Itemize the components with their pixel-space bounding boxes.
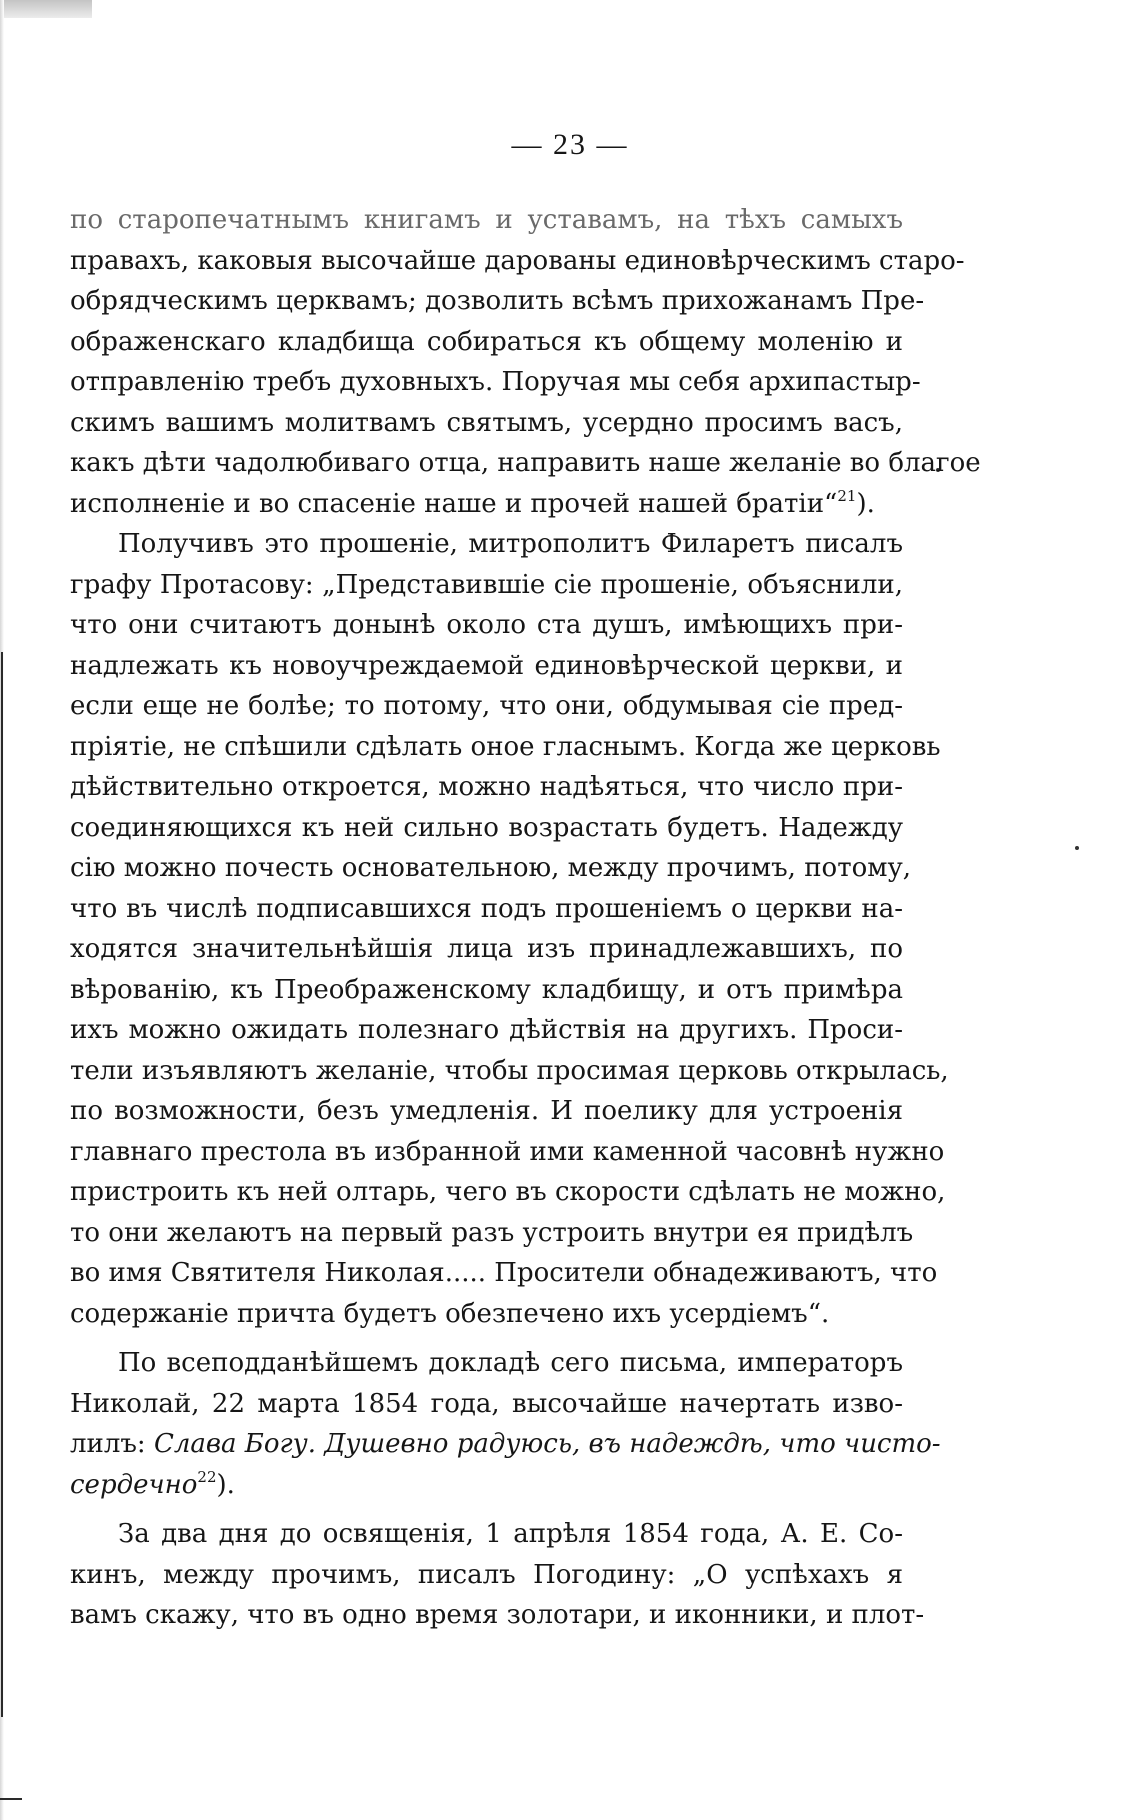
scan-edge-top [0,0,92,18]
text-line: главнаго престола въ избранной ими каменной часовнѣ нужно [70,1136,945,1167]
text-line: во имя Святителя Николая..... Просители обнадеживаютъ, что [70,1258,938,1288]
text-line: графу Протасову: „Представившіе сіе прошеніе, объяснили, [70,569,903,600]
text-line: исполненіе и во спасеніе наше и прочей нашей братіи“$^{21}$). [70,486,875,519]
paragraph-start: За два дня до освященія, 1 апрѣля 1854 года, А. Е. Со- [118,1519,903,1549]
text-line: содержаніе причта будетъ обезпечено ихъ усердіемъ“. [70,1298,830,1329]
text-line: скимъ вашимъ молитвамъ святымъ, усердно просимъ васъ, [70,407,903,438]
text-line: дѣйствительно откроется, можно надѣяться, что число при- [70,772,903,802]
text-line: ображенскаго кладбища собираться къ общему моленію и [70,326,903,357]
text-line: пріятіе, не спѣшили сдѣлать оное гласнымъ. Когда же церковь [70,731,941,762]
text-line: сердечно$^{22}$). [70,1467,235,1500]
text-line: что они считаютъ донынѣ около ста душъ, имѣющихъ при- [70,610,903,640]
text-line: обрядческимъ церквамъ; дозволить всѣмъ прихожанамъ Пре- [70,286,925,316]
text-line: Николай, 22 марта 1854 года, высочайше начертать изво- [70,1388,903,1419]
paragraph-start: По всеподданѣйшемъ докладѣ сего письма, императоръ [118,1348,903,1378]
text-line: по возможности, безъ умедленія. И поелику для устроенія [70,1096,903,1126]
text-line: надлежать къ новоучреждаемой единовѣрческой церкви, и [70,650,903,681]
binding-margin-tick [0,1798,22,1800]
text-line: лилъ: Слава Богу. Душевно радуюсь, въ надеждѣ, что чисто- [70,1429,941,1459]
text-line: тели изъявляютъ желаніе, чтобы просимая церковь открылась, [70,1055,949,1086]
text-line: соединяющихся къ ней сильно возрастать будетъ. Надежду [70,812,903,843]
text-line: ходятся значительнѣйшія лица изъ принадлежавшихъ, по [70,934,903,964]
footnote-ref: 22 [197,1467,217,1486]
text-line: если еще не болѣе; то потому, что они, обдумывая сіе пред- [70,691,903,721]
resolution-quote: Слава Богу. Душевно радуюсь, въ надеждѣ, что чисто- [153,1429,941,1459]
text-line: по старопечатнымъ книгамъ и уставамъ, на тѣхъ самыхъ [70,205,903,235]
binding-margin-line [1,652,3,1717]
text-line: пристроить къ ней олтарь, чего въ скорости сдѣлать не можно, [70,1177,946,1207]
text-line: сію можно почесть основательною, между прочимъ, потому, [70,853,912,883]
paragraph-start: Получивъ это прошеніе, митрополитъ Филаретъ писалъ [118,529,903,559]
stray-speck [1075,846,1079,850]
text-line: вамъ скажу, что въ одно время золотари, и иконники, и плот- [70,1600,925,1630]
page-number: — 23 — [511,128,629,161]
resolution-quote: сердечно [70,1469,198,1500]
text-line: вѣрованію, къ Преображенскому кладбищу, и отъ примѣра [70,974,903,1005]
text-line: то они желаютъ на первый разъ устроить внутри ея придѣлъ [70,1217,914,1248]
footnote-ref: 21 [837,486,857,505]
text-line: какъ дѣти чадолюбиваго отца, направить наше желаніе во благое [70,448,981,478]
text-line: ихъ можно ожидать полезнаго дѣйствія на другихъ. Проси- [70,1015,903,1045]
text-line: отправленію требъ духовныхъ. Поручая мы себя архипастыр- [70,367,921,397]
text-line: кинъ, между прочимъ, писалъ Погодину: „О успѣхахъ я [70,1559,903,1590]
page-text [70,200,981,1636]
text-line: что въ числѣ подписавшихся подъ прошеніемъ о церкви на- [70,893,903,924]
text-line: правахъ, каковыя высочайше дарованы единовѣрческимъ старо- [70,245,965,276]
